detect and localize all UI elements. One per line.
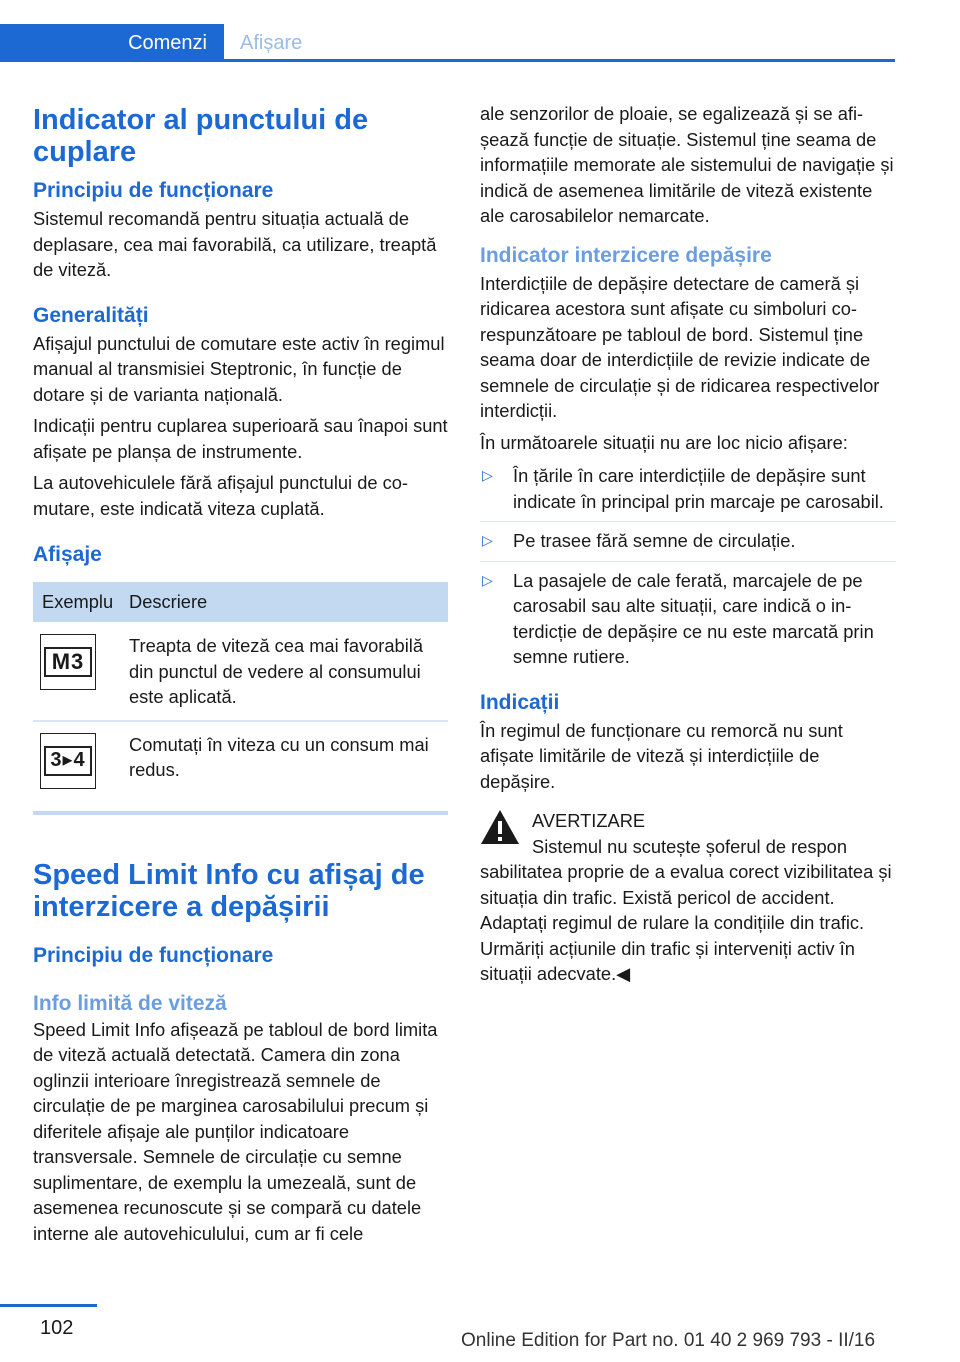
general-heading: Generalități xyxy=(33,303,149,327)
table-bottom-rule xyxy=(33,811,448,815)
section-title-speed-limit: Speed Limit Info cu afișaj de interzicere a depășirii xyxy=(33,858,425,923)
overtake-heading: Indicator interzicere depășire xyxy=(480,243,772,267)
list-item-text: La pasajele de cale ferată, marcajele de pe carosabil sau alte situații, care indică o interdicție de depășire ce nu este marcată prin semne rutiere. xyxy=(513,569,874,667)
speed-info-text: Speed Limit Info afișează pe tabloul de bord limita de viteză actuală detectată. Camera din zona oglinzii interioare înregistrează semnele de circulație de pe marginea carosabilului precum și diferitele afișaje ale punților indicatoare transversale. Semnele de circulație cu semne suplimentare, de exemplu la umezeală, sunt de asemenea recunoscute și se compară cu datele interne ale autovehiculului, cum ar fi cele xyxy=(33,1018,438,1244)
table-header-example: Exemplu xyxy=(33,582,121,622)
warning-label: AVERTIZARE xyxy=(532,810,646,831)
principle-text: Sistemul recomandă pentru situația actuală de deplasare, cea mai favorabilă, ca utilizare, treaptă de viteză. xyxy=(33,208,437,280)
list-item xyxy=(480,463,896,522)
table-header-row xyxy=(33,582,448,622)
tab-afisare[interactable]: Afișare xyxy=(240,32,303,54)
list-item-text: În țările în care interdicțiile de depășire sunt indicate în principal prin marcaje pe carosabil. xyxy=(513,465,884,512)
right-column xyxy=(480,100,896,987)
table-header-description: Descriere xyxy=(121,582,448,622)
principle-heading: Principiu de funcționare xyxy=(33,179,274,202)
warning-text-first-line: Sistemul nu scutește șoferul de respon xyxy=(532,835,848,857)
list-item xyxy=(480,528,896,562)
table-cell-description: Comutați în viteza cu un consum mai redus. xyxy=(129,733,429,780)
no-display-intro: În următoarele situații nu are loc nicio afișare: xyxy=(480,431,848,453)
warning-triangle-icon xyxy=(480,808,520,846)
displays-heading: Afișaje xyxy=(33,543,102,566)
tab-comenzi[interactable]: Comenzi xyxy=(0,24,224,62)
list-item xyxy=(480,568,896,676)
edition-footer: Online Edition for Part no. 01 40 2 969 793 - II/16 xyxy=(461,1330,876,1351)
section-title-gear-indicator: Indicator al punctului de cuplare xyxy=(33,104,369,168)
speed-info-heading: Info limită de viteză xyxy=(33,991,227,1015)
no-display-list xyxy=(480,463,896,676)
page-number-rule xyxy=(0,1304,97,1307)
page-number: 102 xyxy=(40,1317,74,1339)
shift-up-icon xyxy=(40,733,96,789)
table-row xyxy=(33,721,448,799)
general-text-2: Indicații pentru cuplarea superioară sau înapoi sunt afișate pe planșa de instrumente. xyxy=(33,415,448,462)
gear-m3-icon xyxy=(40,634,96,690)
notes-heading: Indicații xyxy=(480,690,560,714)
triangle-right-icon: ▷ xyxy=(482,571,493,588)
table-cell-icon xyxy=(33,622,121,721)
table-cell-icon xyxy=(33,721,121,799)
warning-box xyxy=(480,808,896,987)
list-item-text: Pe trasee fără semne de circulație. xyxy=(513,530,796,551)
table-cell-description: Treapta de viteză cea mai favorabilă din punctul de vedere al consumului este aplicată. xyxy=(121,622,448,721)
triangle-right-icon: ▷ xyxy=(482,467,493,483)
displays-table xyxy=(33,582,448,799)
principle2-heading: Principiu de funcționare xyxy=(33,943,274,967)
notes-text: În regimul de funcționare cu remorcă nu sunt afișate limitările de viteză și interdicțiile de depășire. xyxy=(480,719,843,792)
speed-info-continued: ale senzorilor de ploaie, se egalizează și se afișează funcție de situație. Sistemul ține seama de informațiile memorate ale sistemului de navigație și indică de asemenea limitările de viteză existente ale carosabilelor nemarcate. xyxy=(480,103,894,226)
left-column xyxy=(33,100,448,1246)
general-text-1: Afișajul punctului de comutare este activ în regimul manual al transmisiei Steptronic, în funcție de dotare și de varianta națională. xyxy=(33,332,445,405)
header-tabs xyxy=(0,24,895,62)
overtake-text: Interdicțiile de depășire detectare de cameră și ridicarea acestora sunt afișate cu simboluri corespunzătoare pe tabloul de bord. Sistemul ține seama doar de interdicțiile de revizie indicate de semnele de circulație și de ridicarea respectivelor interdicții. xyxy=(480,272,880,421)
triangle-right-icon: ▷ xyxy=(482,532,493,548)
table-row xyxy=(33,622,448,721)
warning-text: sabilitatea proprie de a evalua corect vizibilitatea și situația din trafic. Există pericol de accident. Adaptați regimul de rulare la condițiile din trafic. Urmăriți acțiunile din trafic și interveniți activ în situații adecvate.◀ xyxy=(480,861,892,984)
shift-up-label: 3▸4 xyxy=(44,746,92,776)
general-text-3: La autovehiculele fără afișajul punctului de comutare, este indicată viteza cuplată. xyxy=(33,472,409,519)
gear-m3-label: M3 xyxy=(44,647,92,677)
